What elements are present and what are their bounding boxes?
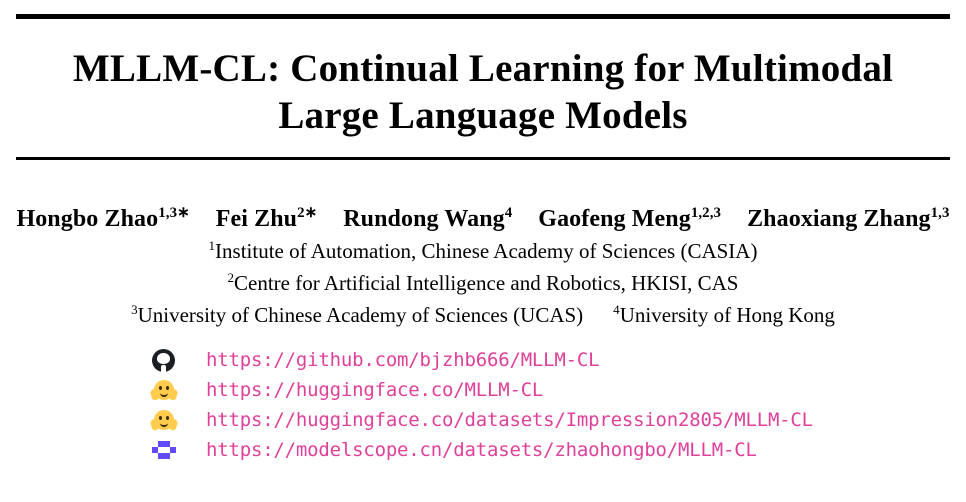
author xyxy=(216,206,318,233)
author-name: Hongbo Zhao xyxy=(16,206,159,232)
link-row-github[interactable] xyxy=(152,345,966,375)
affiliation-marker: 2 xyxy=(227,270,235,285)
affiliation-marker: 1 xyxy=(208,238,216,253)
author-name: Zhaoxiang Zhang xyxy=(747,206,931,232)
title-line-1: MLLM-CL: Continual Learning for Multimodal xyxy=(72,47,894,90)
huggingface-dataset-link[interactable]: https://huggingface.co/datasets/Impression2805/MLLM-CL xyxy=(206,409,813,431)
author-affiliation-marker: 2∗ xyxy=(297,205,318,221)
huggingface-icon xyxy=(152,409,206,431)
top-rule xyxy=(16,14,950,19)
link-row-huggingface-model[interactable] xyxy=(152,375,966,405)
author xyxy=(747,206,949,233)
affiliation-text: University of Chinese Academy of Sciences (UCAS) xyxy=(137,303,584,327)
affiliation-marker: 4 xyxy=(613,302,620,317)
affiliation-text: Institute of Automation, Chinese Academy of Sciences (CASIA) xyxy=(215,239,758,263)
affiliation-text: Centre for Artificial Intelligence and Robotics, HKISI, CAS xyxy=(234,271,739,295)
affiliation-marker: 3 xyxy=(131,302,138,317)
link-row-modelscope[interactable] xyxy=(152,435,966,465)
modelscope-link[interactable]: https://modelscope.cn/datasets/zhaohongbo/MLLM-CL xyxy=(206,439,757,461)
author-affiliation-marker: 1,3 xyxy=(930,205,950,221)
author-list xyxy=(0,206,966,233)
paper-header-page xyxy=(0,14,966,502)
title-divider-rule xyxy=(16,157,950,160)
author xyxy=(343,206,512,233)
title-line-2: Large Language Models xyxy=(278,94,688,137)
author-name: Gaofeng Meng xyxy=(538,206,691,232)
author-affiliation-marker: 1,2,3 xyxy=(690,205,722,221)
affiliation-3-4 xyxy=(0,302,966,329)
author xyxy=(538,206,721,233)
modelscope-icon xyxy=(152,439,206,461)
page-title xyxy=(0,45,966,139)
author-affiliation-marker: 1,3∗ xyxy=(158,205,190,221)
github-icon xyxy=(152,349,206,372)
affiliation-2 xyxy=(0,270,966,297)
link-row-huggingface-dataset[interactable] xyxy=(152,405,966,435)
author-name: Fei Zhu xyxy=(215,206,298,232)
affiliation-1 xyxy=(0,238,966,265)
github-link[interactable]: https://github.com/bjzhb666/MLLM-CL xyxy=(206,349,600,371)
huggingface-icon xyxy=(152,379,206,401)
author xyxy=(16,206,189,233)
huggingface-model-link[interactable]: https://huggingface.co/MLLM-CL xyxy=(206,379,544,401)
affiliation-text: University of Hong Kong xyxy=(619,303,835,327)
resource-links xyxy=(0,345,966,465)
author-affiliation-marker: 4 xyxy=(504,205,513,221)
author-name: Rundong Wang xyxy=(343,206,505,232)
